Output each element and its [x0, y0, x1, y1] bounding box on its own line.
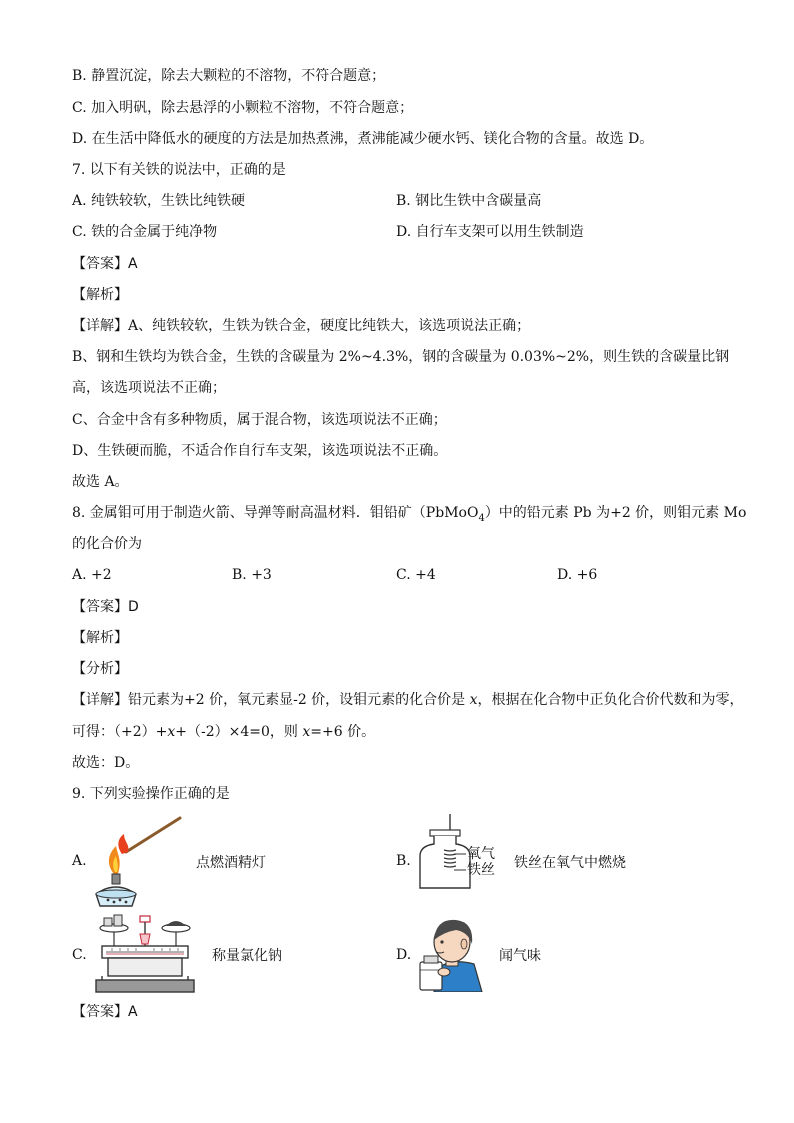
label-oxygen: 氧气 — [467, 846, 495, 862]
q8-detail-2-b: +（-2）×4=0，则 — [175, 724, 303, 740]
q8-option-b: B. +3 — [232, 567, 272, 583]
q9-option-a-caption: 点燃酒精灯 — [196, 855, 266, 871]
q9-option-d-caption: 闻气味 — [499, 948, 541, 964]
q8-option-c: C. +4 — [396, 567, 436, 583]
q8-conclusion: 故选：D。 — [72, 755, 140, 771]
q7-answer: 【答案】A — [72, 256, 138, 272]
balance-scale-illustration — [92, 912, 198, 996]
q9-stem: 9. 下列实验操作正确的是 — [72, 786, 230, 802]
q7-detail-5: D、生铁硬而脆，不适合作自行车支架，该选项说法不正确。 — [72, 443, 448, 459]
q8-stem-line-1 — [72, 503, 746, 529]
q8-detail-2-var2: x — [302, 724, 311, 740]
person-smelling-bottle-illustration — [416, 914, 488, 992]
q7-detail-3: 高，该选项说法不正确； — [72, 380, 226, 396]
prev-option-d: D. 在生活中降低水的硬度的方法是加热煮沸，煮沸能减少硬水钙、镁化合物的含量。故选 D。 — [72, 131, 654, 147]
q9-option-b-letter: B. — [396, 853, 411, 869]
q7-stem: 7. 以下有关铁的说法中，正确的是 — [72, 162, 286, 178]
q8-answer: 【答案】D — [72, 599, 139, 615]
q8-detail-1-var: x — [469, 692, 478, 708]
q7-analysis-label: 【解析】 — [72, 287, 128, 303]
q8-stem-line-2: 的化合价为 — [72, 536, 142, 552]
q9-option-b-caption: 铁丝在氧气中燃烧 — [514, 855, 626, 871]
q9-option-d-letter: D. — [396, 947, 412, 963]
q8-fenxi-label: 【分析】 — [72, 661, 128, 677]
prev-option-c: C. 加入明矾，除去悬浮的小颗粒不溶物，不符合题意； — [72, 100, 414, 116]
q9-option-a-letter: A. — [72, 853, 87, 869]
q8-detail-2-var: x — [167, 724, 176, 740]
q7-detail-4: C、合金中含有多种物质，属于混合物，该选项说法不正确； — [72, 412, 447, 428]
q8-detail-2-a: 可得：（+2）+ — [72, 724, 168, 740]
q9-option-c-letter: C. — [72, 947, 87, 963]
q8-detail-1 — [72, 690, 744, 710]
label-iron-wire: 铁丝 — [467, 862, 495, 878]
q8-detail-2-c: =+6 价。 — [310, 724, 376, 740]
q7-detail-1: 【详解】A、纯铁较软，生铁为铁合金，硬度比纯铁大，该选项说法正确； — [72, 318, 531, 334]
alcohol-lamp-lighting-illustration — [88, 814, 184, 910]
q8-stem-part-a: 8. 金属钼可用于制造火箭、导弹等耐高温材料．钼铅矿（PbMoO — [72, 505, 479, 521]
q7-conclusion: 故选 A。 — [72, 474, 129, 490]
q7-option-c: C. 铁的合金属于纯净物 — [72, 224, 218, 240]
q8-stem-subscript: 4 — [478, 512, 485, 524]
prev-option-b: B. 静置沉淀，除去大颗粒的不溶物，不符合题意； — [72, 68, 386, 84]
q8-analysis-label: 【解析】 — [72, 630, 128, 646]
q7-detail-2: B、钢和生铁均为铁合金，生铁的含碳量为 2%~4.3%，钢的含碳量为 0.03%~2%，则生铁的含碳量比钢 — [72, 349, 730, 365]
q8-detail-1-b: ，根据在化合物中正负化合价代数和为零， — [477, 692, 744, 708]
q8-option-d: D. +6 — [557, 567, 598, 583]
q8-option-a: A. +2 — [72, 567, 112, 583]
q9-option-c-caption: 称量氯化钠 — [212, 948, 282, 964]
q8-detail-2 — [72, 722, 375, 742]
q7-option-d: D. 自行车支架可以用生铁制造 — [396, 224, 584, 240]
q7-option-b: B. 钢比生铁中含碳量高 — [396, 193, 542, 209]
q8-stem-part-b: ）中的铅元素 Pb 为+2 价，则钼元素 Mo — [484, 505, 747, 521]
q9-answer: 【答案】A — [72, 1004, 138, 1020]
q8-detail-1-a: 【详解】铅元素为+2 价，氧元素显-2 价，设钼元素的化合价是 — [72, 692, 470, 708]
q7-option-a: A. 纯铁较软，生铁比纯铁硬 — [72, 193, 246, 209]
